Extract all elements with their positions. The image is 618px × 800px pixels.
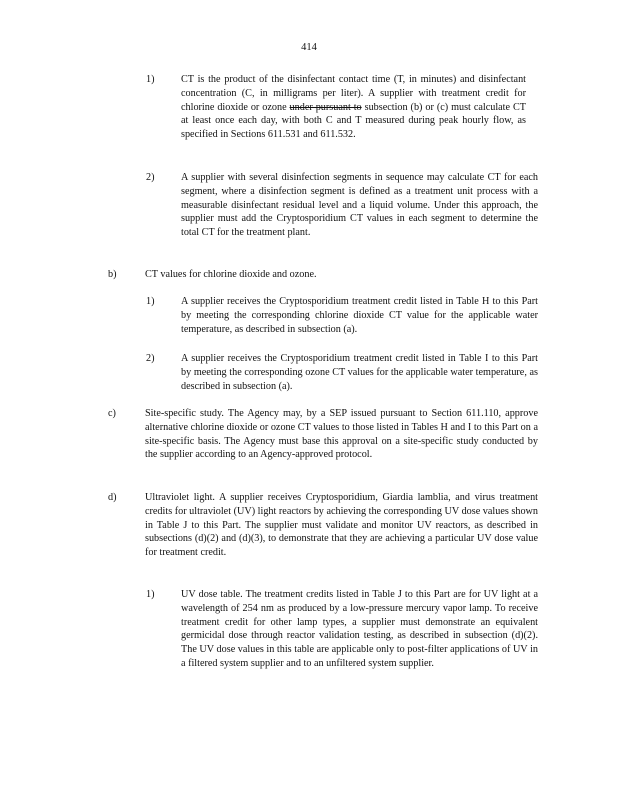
text-run: subsection (b) or (c) must calculate CT at least once each day, with both C and T measured during peak hourly flow, as specified in Sections 611.531 and 611.532. [181, 101, 526, 141]
item-label: c) [108, 408, 116, 419]
item-label: 2) [146, 172, 155, 183]
item-label: d) [108, 492, 117, 503]
item-label: b) [108, 269, 117, 280]
item-label: 1) [146, 589, 155, 600]
text-run: Ultraviolet light. A supplier receives Cryptosporidium, Giardia lamblia, and virus treatment credits for ultraviolet (UV) light reactors by achieving the corresponding UV dose values shown in Table J to this Part. The supplier must validate and monitor UV reactors, as described in subsections (d)(2) and (d)(3), to demonstrate that they are achieving a particular UV dose value for treatment credit. [145, 492, 538, 559]
item-text [145, 407, 538, 462]
text-run: A supplier receives the Cryptosporidium treatment credit listed in Table I to this Part by meeting the corresponding ozone CT values for the applicable water temperature, as described in subsection (a). [181, 353, 538, 392]
struck-text: under pursuant to [289, 101, 362, 113]
text-run: CT is the product of the disinfectant contact time (T, in minutes) and disinfectant concentration (C, in milligrams per liter). A supplier with treatment credit for chlorine dioxide or ozone [181, 74, 526, 113]
item-text [181, 171, 538, 240]
item-text [181, 73, 526, 142]
page-number: 414 [301, 42, 317, 53]
text-run: CT values for chlorine dioxide and ozone. [145, 269, 317, 280]
text-run: Site-specific study. The Agency may, by a SEP issued pursuant to Section 611.110, approve alternative chlorine dioxide or ozone CT values to those listed in Tables H and I to this Part on a site-specific basis. The Agency must base this approval on a site-specific study conducted by the supplier according to an Agency-approved protocol. [145, 408, 538, 461]
item-label: 2) [146, 353, 155, 364]
item-text [145, 268, 525, 282]
text-run: A supplier with several disinfection segments in sequence may calculate CT for each segment, where a disinfection segment is defined as a treatment unit process with a measurable disinfectant residual level and a liquid volume. Under this approach, the supplier must add the Cryptosporidium CT values in each segment to determine the total CT for the treatment plant. [181, 172, 538, 239]
text-run: UV dose table. The treatment credits listed in Table J to this Part are for UV light at a wavelength of 254 nm as produced by a low-pressure mercury vapor lamp. To receive treatment credit for other lamp types, a supplier must demonstrate an equivalent germicidal dose through reactor validation testing, as described in subsection (d)(2). The UV dose values in this table are applicable only to post-filter applications of UV in a filtered system supplier and to an unfiltered system supplier. [181, 589, 538, 669]
item-text [181, 352, 538, 393]
text-run: A supplier receives the Cryptosporidium treatment credit listed in Table H to this Part by meeting the corresponding chlorine dioxide CT value for the applicable water temperature, as described in subsection (a). [181, 296, 538, 335]
item-text [181, 588, 538, 671]
item-text [181, 295, 538, 336]
item-label: 1) [146, 296, 155, 307]
item-text [145, 491, 538, 560]
item-label: 1) [146, 74, 155, 85]
